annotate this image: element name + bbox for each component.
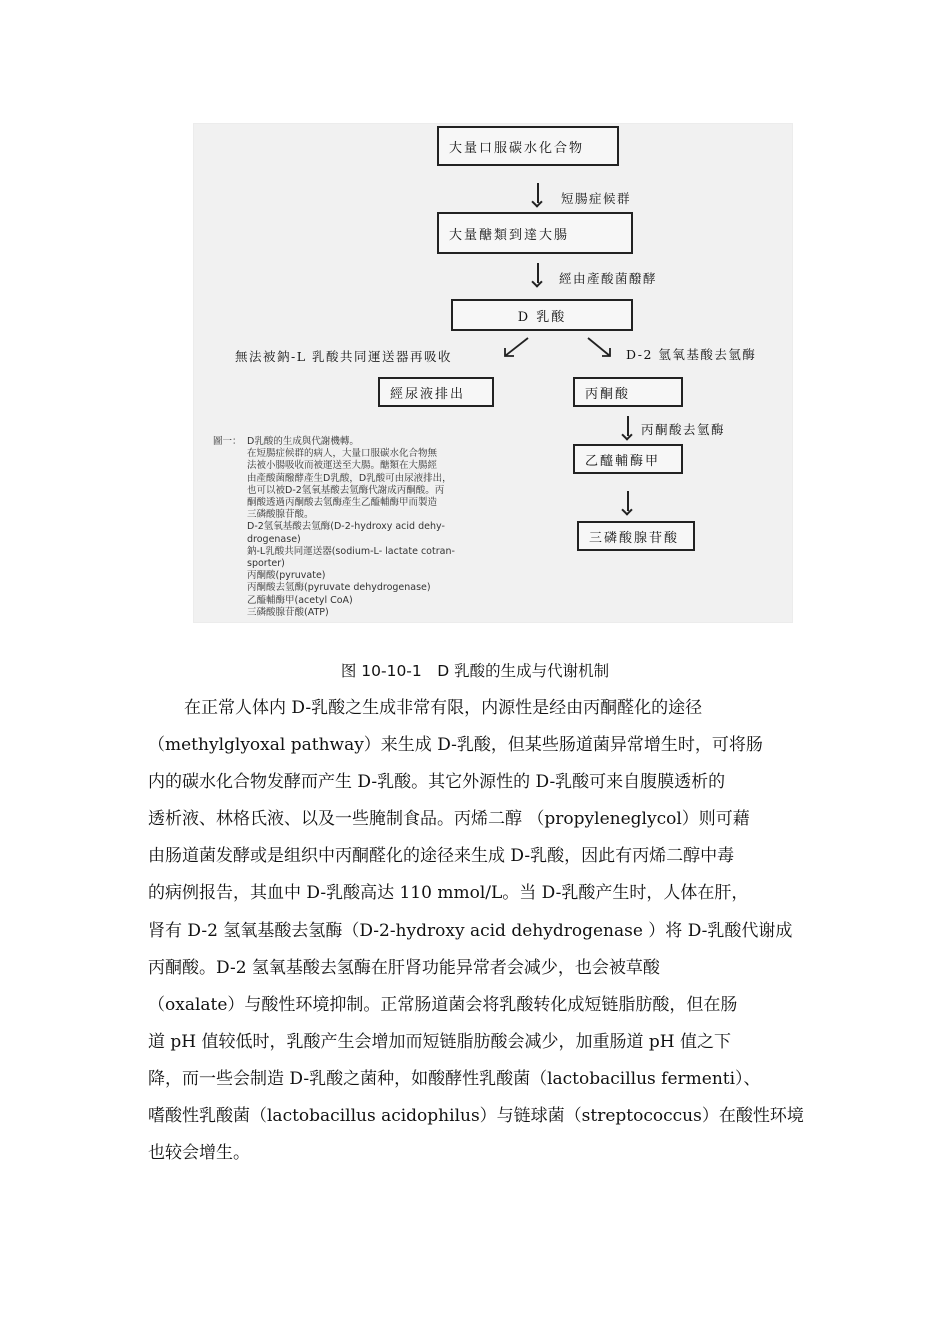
right-branch-arrow: [588, 338, 610, 356]
figure-caption: 图 10-10-1 D 乳酸的生成与代谢机制: [340, 662, 610, 680]
box-atp-label: 三磷酸腺苷酸: [589, 530, 680, 546]
body-paragraph: [148, 690, 808, 1172]
box-d-lactate-label: D 乳酸: [517, 309, 567, 325]
legend-line: 三磷酸腺苷酸。: [247, 509, 314, 521]
box-oral-carbohydrates-label: 大量口服碳水化合物: [449, 140, 585, 156]
paragraph-line: 的病例报告，其血中 D-乳酸高达 110 mmol/L。当 D-乳酸产生时，人体在肝，: [148, 883, 749, 904]
box-sugars-to-colon: [437, 212, 633, 254]
left-branch-arrow: [505, 338, 528, 356]
legend-lead: 圖一：: [213, 436, 242, 447]
arrow-2: [532, 263, 544, 287]
paragraph-line: 道 pH 值较低时，乳酸产生会增加而短链脂肪酸会减少，加重肠道 pH 值之下: [148, 1031, 732, 1052]
legend-line: D-2氫氧基酸去氫酶(D-2-hydroxy acid dehy-: [247, 521, 445, 533]
label-left-branch: 無法被鈉-L 乳酸共同運送器再吸收: [235, 349, 452, 364]
arrow-3: [622, 416, 634, 440]
paragraph-line: 由肠道菌发酵或是组织中丙酮醛化的途径来生成 D-乳酸，因此有丙烯二醇中毒: [148, 846, 735, 867]
paragraph-line: 透析液、林格氏液、以及一些腌制食品。丙烯二醇 （propyleneglycol）则可藉: [148, 809, 750, 830]
box-sugars-to-colon-label: 大量醣類到達大腸: [449, 227, 570, 243]
legend-line: 在短腸症候群的病人，大量口服碳水化合物無: [247, 448, 438, 460]
box-oral-carbohydrates: [437, 126, 619, 166]
paragraph-line: 嗜酸性乳酸菌（lactobacillus acidophilus）与链球菌（streptococcus）在酸性环境: [148, 1106, 804, 1127]
paragraph-line: （methylglyoxal pathway）来生成 D-乳酸，但某些肠道菌异常增生时，可将肠: [148, 735, 763, 756]
label-pyruvate-dehydrogenase: 丙酮酸去氫酶: [641, 422, 726, 437]
legend-line: 法被小腸吸收而被運送至大腸。醣類在大腸經: [247, 460, 438, 472]
label-fermentation: 經由產酸菌醱酵: [559, 271, 658, 286]
paragraph-line: 降，而一些会制造 D-乳酸之菌种，如酸酵性乳酸菌（lactobacillus fermenti）、: [148, 1068, 761, 1089]
paragraph-line: 内的碳水化合物发酵而产生 D-乳酸。其它外源性的 D-乳酸可来自腹膜透析的: [148, 772, 726, 793]
box-urine-excretion-label: 經尿液排出: [390, 386, 466, 402]
flowchart-figure: [193, 123, 793, 623]
label-short-bowel: 短腸症候群: [561, 191, 632, 206]
label-right-branch: D-2 氫氧基酸去氫酶: [626, 347, 757, 362]
box-urine-excretion: [378, 377, 494, 407]
paragraph-line: 在正常人体内 D-乳酸之生成非常有限，内源性是经由丙酮醛化的途径: [184, 698, 703, 718]
legend-line: 乙醯輔酶甲(acetyl CoA): [247, 594, 353, 606]
legend-line: D乳酸的生成與代謝機轉。: [247, 436, 359, 447]
box-pyruvate-label: 丙酮酸: [585, 386, 631, 402]
paragraph-line: 肾有 D-2 氢氧基酸去氢酶（D-2-hydroxy acid dehydrogenase ）将 D-乳酸代谢成: [148, 920, 793, 941]
paragraph-line: 丙酮酸。D-2 氢氧基酸去氢酶在肝肾功能异常者会减少，也会被草酸: [148, 957, 660, 978]
box-atp: [577, 521, 695, 551]
legend-line: sporter): [247, 558, 285, 570]
legend-line: 三磷酸腺苷酸(ATP): [247, 606, 329, 618]
legend-body: [247, 436, 497, 619]
legend-line: 丙酮酸去氫酶(pyruvate dehydrogenase): [247, 582, 431, 594]
box-pyruvate: [573, 377, 683, 407]
legend-line: 由產酸菌醱酵產生D乳酸，D乳酸可由尿液排出，: [247, 472, 452, 484]
arrow-1: [532, 183, 544, 207]
legend-line: 丙酮酸(pyruvate): [247, 570, 326, 582]
paragraph-line: 也较会增生。: [148, 1143, 250, 1164]
legend-line: 酮酸透過丙酮酸去氫酶產生乙醯輔酶甲而製造: [247, 497, 438, 509]
box-acetyl-coa-label: 乙醯輔酶甲: [585, 453, 661, 469]
legend-line: drogenase): [247, 533, 301, 545]
legend-line: 也可以被D-2氫氧基酸去氫酶代謝成丙酮酸。丙: [247, 484, 445, 496]
paragraph-line: （oxalate）与酸性环境抑制。正常肠道菌会将乳酸转化成短链脂肪酸，但在肠: [148, 994, 738, 1015]
arrow-4: [622, 491, 634, 515]
legend-line: 鈉-L乳酸共同運送器(sodium-L- lactate cotran-: [247, 545, 455, 557]
box-acetyl-coa: [573, 444, 683, 474]
box-d-lactate: [451, 299, 633, 331]
